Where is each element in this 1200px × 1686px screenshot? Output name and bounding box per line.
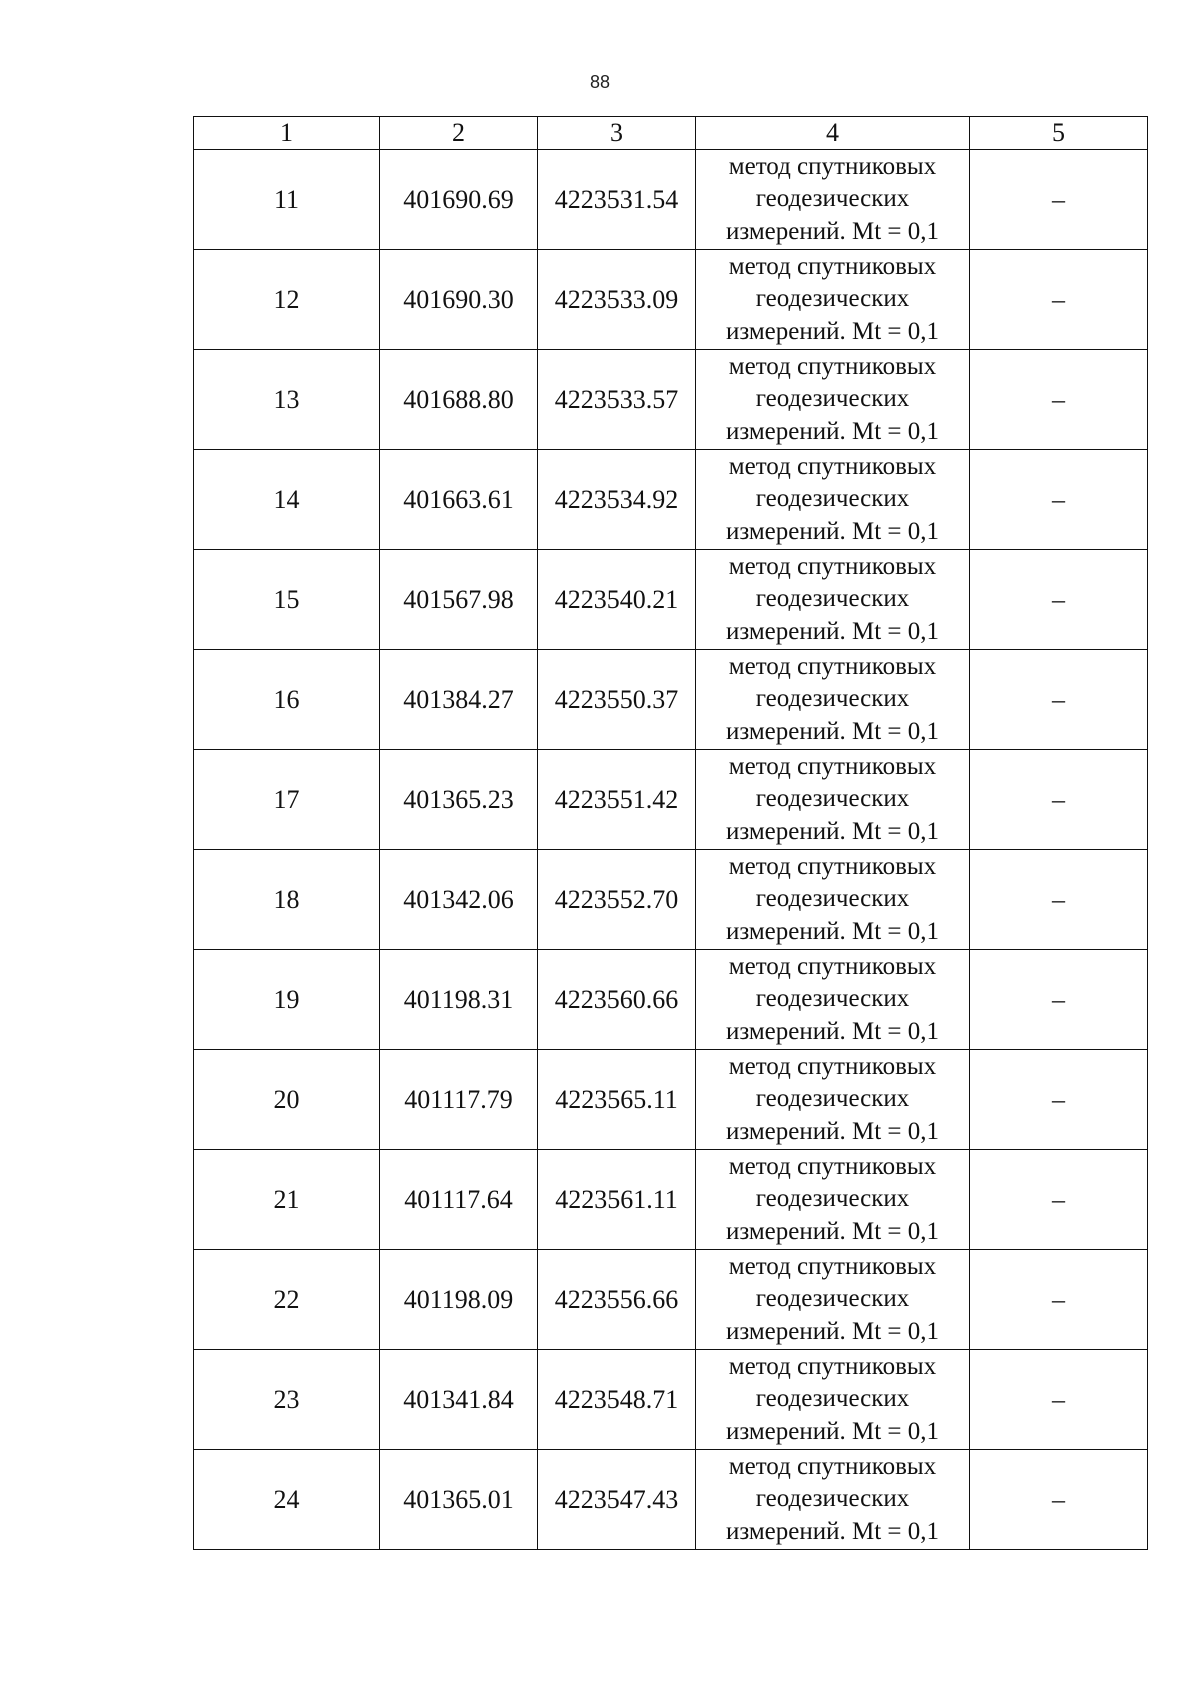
point-number-cell: 11 [194, 150, 380, 250]
method-cell [696, 950, 970, 1050]
method-line: измерений. Mt = 0,1 [725, 1417, 940, 1445]
method-line: геодезических [755, 485, 910, 513]
table-row [194, 1350, 1148, 1450]
method-line: метод спутниковых [728, 652, 937, 680]
method-line: метод спутниковых [728, 452, 937, 480]
y-coordinate-cell: 4223556.66 [538, 1250, 696, 1350]
note-cell: – [970, 650, 1148, 750]
note-cell: – [970, 750, 1148, 850]
method-line: геодезических [755, 685, 910, 713]
table-row [194, 950, 1148, 1050]
method-cell [696, 1450, 970, 1550]
method-line: измерений. Mt = 0,1 [725, 1517, 940, 1545]
method-line: измерений. Mt = 0,1 [725, 217, 940, 245]
point-number-cell: 13 [194, 350, 380, 450]
method-line: измерений. Mt = 0,1 [725, 617, 940, 645]
table-row [194, 750, 1148, 850]
method-cell [696, 750, 970, 850]
x-coordinate-cell: 401688.80 [380, 350, 538, 450]
note-cell: – [970, 150, 1148, 250]
table-row [194, 250, 1148, 350]
x-coordinate-cell: 401341.84 [380, 1350, 538, 1450]
note-cell: – [970, 1350, 1148, 1450]
method-line: метод спутниковых [728, 1452, 937, 1480]
method-line: измерений. Mt = 0,1 [725, 917, 940, 945]
x-coordinate-cell: 401198.09 [380, 1250, 538, 1350]
point-number-cell: 16 [194, 650, 380, 750]
method-line: метод спутниковых [728, 352, 937, 380]
point-number-cell: 21 [194, 1150, 380, 1250]
method-line: измерений. Mt = 0,1 [725, 317, 940, 345]
header-row [194, 117, 1148, 150]
note-cell: – [970, 450, 1148, 550]
table-row [194, 450, 1148, 550]
method-line: метод спутниковых [728, 952, 937, 980]
y-coordinate-cell: 4223531.54 [538, 150, 696, 250]
method-line: метод спутниковых [728, 552, 937, 580]
note-cell: – [970, 1050, 1148, 1150]
table-row [194, 1450, 1148, 1550]
x-coordinate-cell: 401117.64 [380, 1150, 538, 1250]
method-cell [696, 1350, 970, 1450]
note-cell: – [970, 850, 1148, 950]
y-coordinate-cell: 4223540.21 [538, 550, 696, 650]
page-number: 88 [589, 72, 611, 92]
method-cell [696, 350, 970, 450]
y-coordinate-cell: 4223560.66 [538, 950, 696, 1050]
y-coordinate-cell: 4223548.71 [538, 1350, 696, 1450]
method-line: измерений. Mt = 0,1 [725, 817, 940, 845]
method-cell [696, 150, 970, 250]
method-line: метод спутниковых [728, 1152, 937, 1180]
table-row [194, 350, 1148, 450]
method-cell [696, 250, 970, 350]
x-coordinate-cell: 401384.27 [380, 650, 538, 750]
method-line: метод спутниковых [728, 752, 937, 780]
method-line: геодезических [755, 1085, 910, 1113]
x-coordinate-cell: 401342.06 [380, 850, 538, 950]
column-header: 4 [696, 117, 970, 150]
x-coordinate-cell: 401117.79 [380, 1050, 538, 1150]
table-body [194, 150, 1148, 1550]
x-coordinate-cell: 401690.30 [380, 250, 538, 350]
point-number-cell: 18 [194, 850, 380, 950]
point-number-cell: 22 [194, 1250, 380, 1350]
y-coordinate-cell: 4223551.42 [538, 750, 696, 850]
note-cell: – [970, 1450, 1148, 1550]
x-coordinate-cell: 401663.61 [380, 450, 538, 550]
method-cell [696, 1250, 970, 1350]
x-coordinate-cell: 401365.01 [380, 1450, 538, 1550]
point-number-cell: 17 [194, 750, 380, 850]
x-coordinate-cell: 401690.69 [380, 150, 538, 250]
method-line: метод спутниковых [728, 252, 937, 280]
table-row [194, 1150, 1148, 1250]
method-line: геодезических [755, 385, 910, 413]
coordinates-table [193, 116, 1148, 1550]
note-cell: – [970, 550, 1148, 650]
method-cell [696, 550, 970, 650]
note-cell: – [970, 950, 1148, 1050]
column-header: 1 [194, 117, 380, 150]
point-number-cell: 15 [194, 550, 380, 650]
table-row [194, 1250, 1148, 1350]
method-line: измерений. Mt = 0,1 [725, 417, 940, 445]
y-coordinate-cell: 4223565.11 [538, 1050, 696, 1150]
point-number-cell: 12 [194, 250, 380, 350]
table-row [194, 850, 1148, 950]
x-coordinate-cell: 401567.98 [380, 550, 538, 650]
x-coordinate-cell: 401365.23 [380, 750, 538, 850]
method-line: геодезических [755, 1485, 910, 1513]
method-line: геодезических [755, 1385, 910, 1413]
method-cell [696, 450, 970, 550]
table-row [194, 150, 1148, 250]
method-line: метод спутниковых [728, 1252, 937, 1280]
y-coordinate-cell: 4223561.11 [538, 1150, 696, 1250]
method-line: измерений. Mt = 0,1 [725, 1117, 940, 1145]
method-line: измерений. Mt = 0,1 [725, 717, 940, 745]
table-row [194, 1050, 1148, 1150]
point-number-cell: 23 [194, 1350, 380, 1450]
method-line: геодезических [755, 585, 910, 613]
y-coordinate-cell: 4223534.92 [538, 450, 696, 550]
y-coordinate-cell: 4223533.57 [538, 350, 696, 450]
y-coordinate-cell: 4223552.70 [538, 850, 696, 950]
method-line: измерений. Mt = 0,1 [725, 1017, 940, 1045]
note-cell: – [970, 350, 1148, 450]
column-header: 3 [538, 117, 696, 150]
column-header: 5 [970, 117, 1148, 150]
method-line: метод спутниковых [728, 152, 937, 180]
method-cell [696, 850, 970, 950]
column-header: 2 [380, 117, 538, 150]
method-line: геодезических [755, 1285, 910, 1313]
y-coordinate-cell: 4223550.37 [538, 650, 696, 750]
method-cell [696, 1150, 970, 1250]
method-line: измерений. Mt = 0,1 [725, 517, 940, 545]
table-row [194, 550, 1148, 650]
method-line: метод спутниковых [728, 1052, 937, 1080]
note-cell: – [970, 250, 1148, 350]
method-line: геодезических [755, 285, 910, 313]
x-coordinate-cell: 401198.31 [380, 950, 538, 1050]
method-line: метод спутниковых [728, 852, 937, 880]
point-number-cell: 24 [194, 1450, 380, 1550]
method-line: измерений. Mt = 0,1 [725, 1217, 940, 1245]
y-coordinate-cell: 4223547.43 [538, 1450, 696, 1550]
point-number-cell: 14 [194, 450, 380, 550]
method-line: геодезических [755, 985, 910, 1013]
method-line: геодезических [755, 1185, 910, 1213]
method-cell [696, 650, 970, 750]
table-row [194, 650, 1148, 750]
method-cell [696, 1050, 970, 1150]
note-cell: – [970, 1250, 1148, 1350]
method-line: геодезических [755, 885, 910, 913]
note-cell: – [970, 1150, 1148, 1250]
method-line: геодезических [755, 785, 910, 813]
point-number-cell: 19 [194, 950, 380, 1050]
method-line: метод спутниковых [728, 1352, 937, 1380]
y-coordinate-cell: 4223533.09 [538, 250, 696, 350]
method-line: геодезических [755, 185, 910, 213]
method-line: измерений. Mt = 0,1 [725, 1317, 940, 1345]
point-number-cell: 20 [194, 1050, 380, 1150]
